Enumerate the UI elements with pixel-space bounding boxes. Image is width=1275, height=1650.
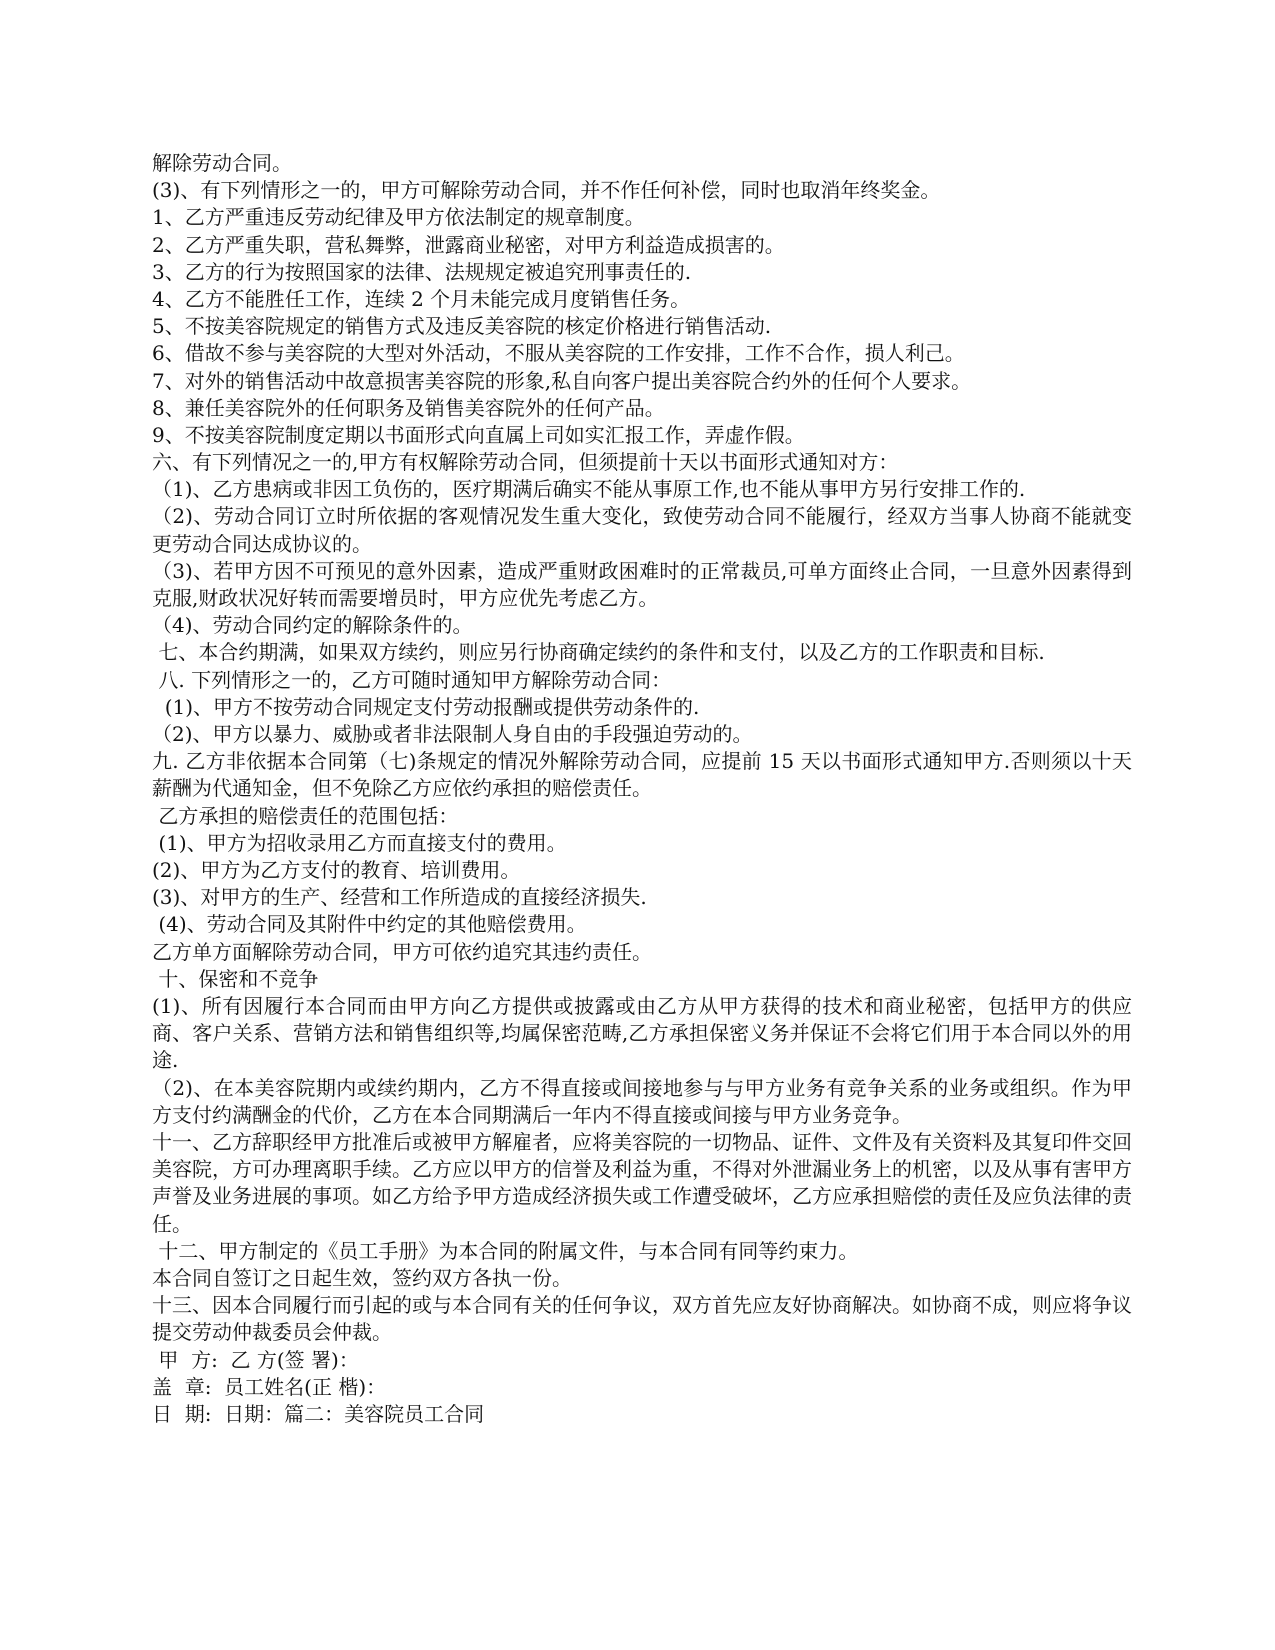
contract-text: [152, 150, 1132, 1428]
text-line: (2)、甲方为乙方支付的教育、培训费用。: [152, 857, 521, 882]
text-line: (1)、甲方为招收录用乙方而直接支付的费用。: [152, 830, 567, 855]
text-paragraph: 十三、因本合同履行而引起的或与本合同有关的任何争议，双方首先应友好协商解决。如协商不成，则应将争议提交劳动仲裁委员会仲裁。: [152, 1293, 1132, 1345]
text-line: (3)、对甲方的生产、经营和工作所造成的直接经济损失.: [152, 885, 647, 910]
text-line: 4、乙方不能胜任工作，连续 2 个月未能完成月度销售任务。: [152, 286, 691, 311]
text-paragraph: （3)、若甲方因不可预见的意外因素，造成严重财政困难时的正常裁员,可单方面终止合同，一旦意外因素得到克服,财政状况好转而需要增员时，甲方应优先考虑乙方。: [152, 558, 1132, 611]
text-paragraph: （2)、劳动合同订立时所依据的客观情况发生重大变化，致使劳动合同不能履行，经双方当事人协商不能就变更劳动合同达成协议的。: [152, 504, 1132, 556]
text-line: 本合同自签订之日起生效，签约双方各执一份。: [152, 1265, 572, 1290]
text-line: 乙方承担的赔偿责任的范围包括：: [152, 803, 459, 828]
text-paragraph: （2)、在本美容院期内或续约期内，乙方不得直接或间接地参与与甲方业务有竞争关系的业务或组织。作为甲方支付约满酬金的代价，乙方在本合同期满后一年内不得直接或间接与甲方业务竞争。: [152, 1075, 1132, 1127]
text-line: （2)、甲方以暴力、威胁或者非法限制人身自由的手段强迫劳动的。: [152, 722, 753, 746]
text-line: 9、不按美容院制度定期以书面形式向直属上司如实汇报工作，弄虚作假。: [152, 422, 805, 447]
text-line: （1)、乙方患病或非因工负伤的，医疗期满后确实不能从事原工作,也不能从事甲方另行安排工作的.: [152, 477, 1026, 502]
text-line: 八. 下列情形之一的，乙方可随时通知甲方解除劳动合同：: [152, 667, 672, 692]
text-line: (4)、劳动合同及其附件中约定的其他赔偿费用。: [152, 912, 587, 937]
section-heading: 十、保密和不竞争: [152, 966, 319, 991]
text-line: 解除劳动合同。: [152, 151, 292, 175]
text-line: 乙方单方面解除劳动合同，甲方可依约追究其违约责任。: [152, 939, 652, 964]
text-line: 7、对外的销售活动中故意损害美容院的形象,私自向客户提出美容院合约外的任何个人要求。: [152, 368, 972, 393]
signature-party-line: 甲 方: 乙 方(签 署)：: [152, 1347, 359, 1372]
text-line: 6、借故不参与美容院的大型对外活动，不服从美容院的工作安排，工作不合作，损人利己。: [152, 341, 965, 366]
text-line: （4)、劳动合同约定的解除条件的。: [152, 613, 473, 638]
text-line: 8、兼任美容院外的任何职务及销售美容院外的任何产品。: [152, 395, 665, 420]
text-line: (3)、有下列情形之一的，甲方可解除劳动合同，并不作任何补偿，同时也取消年终奖金。: [152, 178, 941, 203]
text-paragraph: 十一、乙方辞职经甲方批准后或被甲方解雇者，应将美容院的一切物品、证件、文件及有关资料及其复印件交回美容院，方可办理离职手续。乙方应以甲方的信誉及利益为重，不得对外泄漏业务上的机密，以及从事有害甲方声誉及业务进展的事项。如乙方给予甲方造成经济损失或工作遭受破坏，乙方应承担赔偿的责任及应负法律的责任。: [152, 1129, 1132, 1236]
text-line: 六、有下列情况之一的,甲方有权解除劳动合同，但须提前十天以书面形式通知对方：: [152, 450, 899, 475]
text-line: 3、乙方的行为按照国家的法律、法规规定被追究刑事责任的.: [152, 259, 692, 284]
text-line: 1、乙方严重违反劳动纪律及甲方依法制定的规章制度。: [152, 205, 645, 230]
text-line: (1)、甲方不按劳动合同规定支付劳动报酬或提供劳动条件的.: [152, 694, 700, 719]
text-line: 5、不按美容院规定的销售方式及违反美容院的核定价格进行销售活动.: [152, 314, 772, 339]
signature-date-line: 日 期: 日期：篇二：美容院员工合同: [152, 1401, 485, 1426]
text-paragraph: 九. 乙方非依据本合同第（七)条规定的情况外解除劳动合同，应提前 15 天以书面形式通知甲方.否则须以十天薪酬为代通知金，但不免除乙方应依约承担的赔偿责任。: [152, 749, 1132, 801]
signature-seal-line: 盖 章: 员工姓名(正 楷)：: [152, 1374, 387, 1399]
text-line: 十二、甲方制定的《员工手册》为本合同的附属文件，与本合同有同等约束力。: [152, 1238, 859, 1263]
text-line: 七、本合约期满，如果双方续约，则应另行协商确定续约的条件和支付，以及乙方的工作职责和目标.: [152, 640, 1045, 665]
text-line: 2、乙方严重失职，营私舞弊，泄露商业秘密，对甲方利益造成损害的。: [152, 232, 785, 257]
text-paragraph: (1)、所有因履行本合同而由甲方向乙方提供或披露或由乙方从甲方获得的技术和商业秘密，包括甲方的供应商、客户关系、营销方法和销售组织等,均属保密范畴,乙方承担保密义务并保证不会将它们用于本合同以外的用途.: [152, 993, 1132, 1073]
